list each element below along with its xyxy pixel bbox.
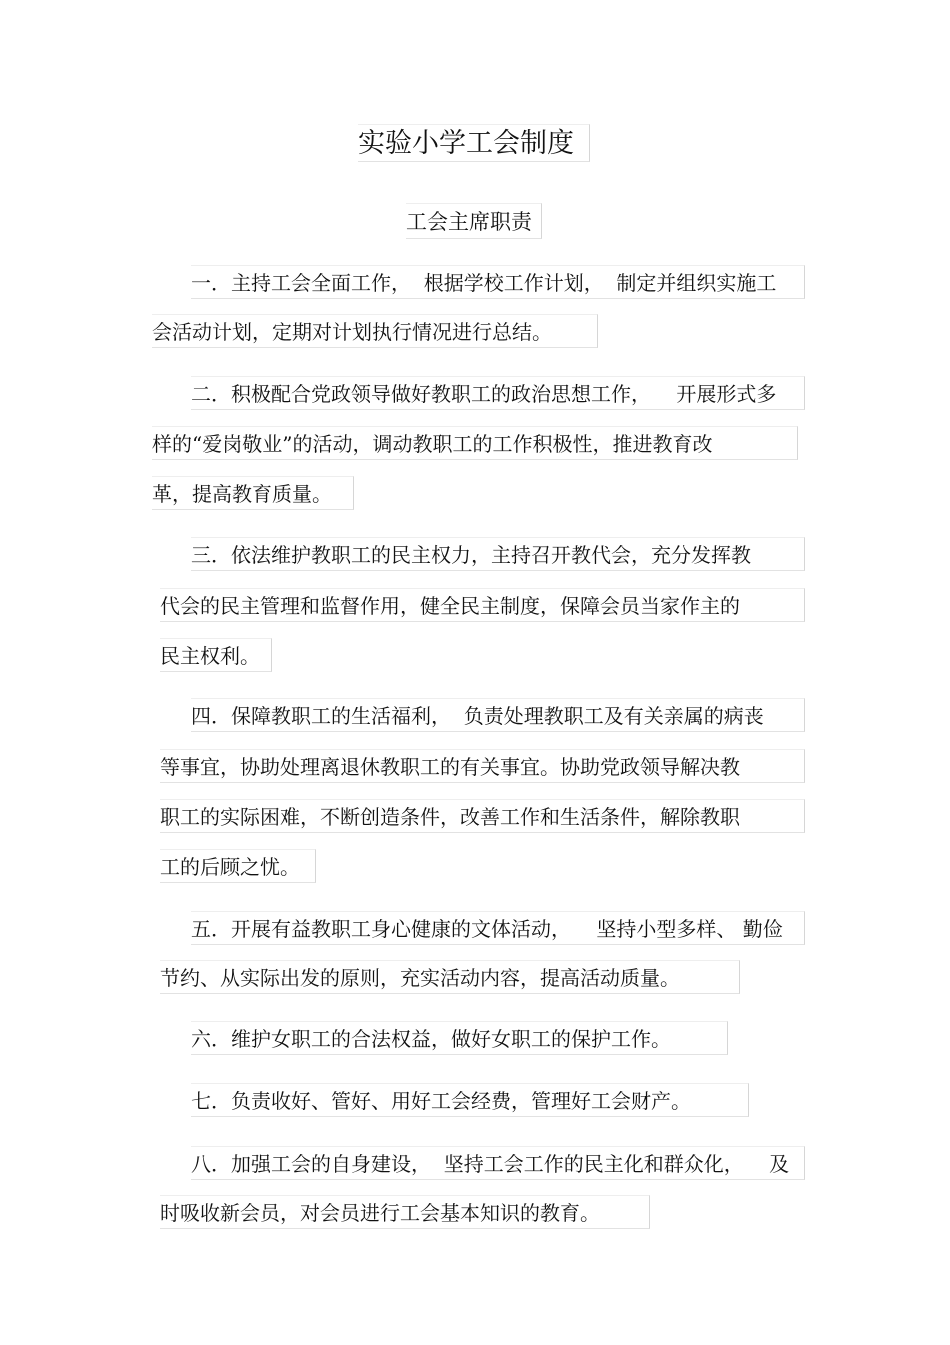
paragraph-4-line-3: 职工的实际困难，不断创造条件，改善工作和生活条件，解除教职	[160, 799, 805, 833]
section-subtitle: 工会主席职责	[406, 203, 542, 239]
paragraph-5-line-1: 五．开展有益教职工身心健康的文体活动， 坚持小型多样、 勤俭	[191, 911, 805, 945]
paragraph-3-line-1: 三．依法维护教职工的民主权力，主持召开教代会，充分发挥教	[191, 537, 805, 571]
paragraph-2-line-2: 样的“爱岗敬业”的活动，调动教职工的工作积极性，推进教育改	[152, 426, 798, 460]
document-title: 实验小学工会制度	[358, 124, 590, 162]
paragraph-1-line-2: 会活动计划，定期对计划执行情况进行总结。	[152, 314, 598, 348]
paragraph-4-line-4: 工的后顾之忧。	[160, 849, 316, 883]
paragraph-7-line-1: 七．负责收好、管好、用好工会经费，管理好工会财产。	[191, 1083, 749, 1117]
paragraph-8-line-2: 时吸收新会员，对会员进行工会基本知识的教育。	[160, 1195, 650, 1229]
paragraph-6-line-1: 六．维护女职工的合法权益，做好女职工的保护工作。	[191, 1021, 728, 1055]
paragraph-4-line-2: 等事宜，协助处理离退休教职工的有关事宜。协助党政领导解决教	[160, 749, 805, 783]
paragraph-2-line-3: 革，提高教育质量。	[152, 476, 354, 510]
paragraph-3-line-3: 民主权利。	[160, 638, 272, 672]
paragraph-8-line-1: 八．加强工会的自身建设， 坚持工会工作的民主化和群众化， 及	[191, 1146, 805, 1180]
paragraph-4-line-1: 四．保障教职工的生活福利， 负责处理教职工及有关亲属的病丧	[191, 698, 805, 732]
paragraph-2-line-1: 二．积极配合党政领导做好教职工的政治思想工作， 开展形式多	[191, 376, 805, 410]
paragraph-1-line-1: 一．主持工会全面工作， 根据学校工作计划， 制定并组织实施工	[191, 265, 805, 299]
paragraph-5-line-2: 节约、从实际出发的原则，充实活动内容，提高活动质量。	[160, 960, 740, 994]
paragraph-3-line-2: 代会的民主管理和监督作用，健全民主制度，保障会员当家作主的	[160, 588, 805, 622]
